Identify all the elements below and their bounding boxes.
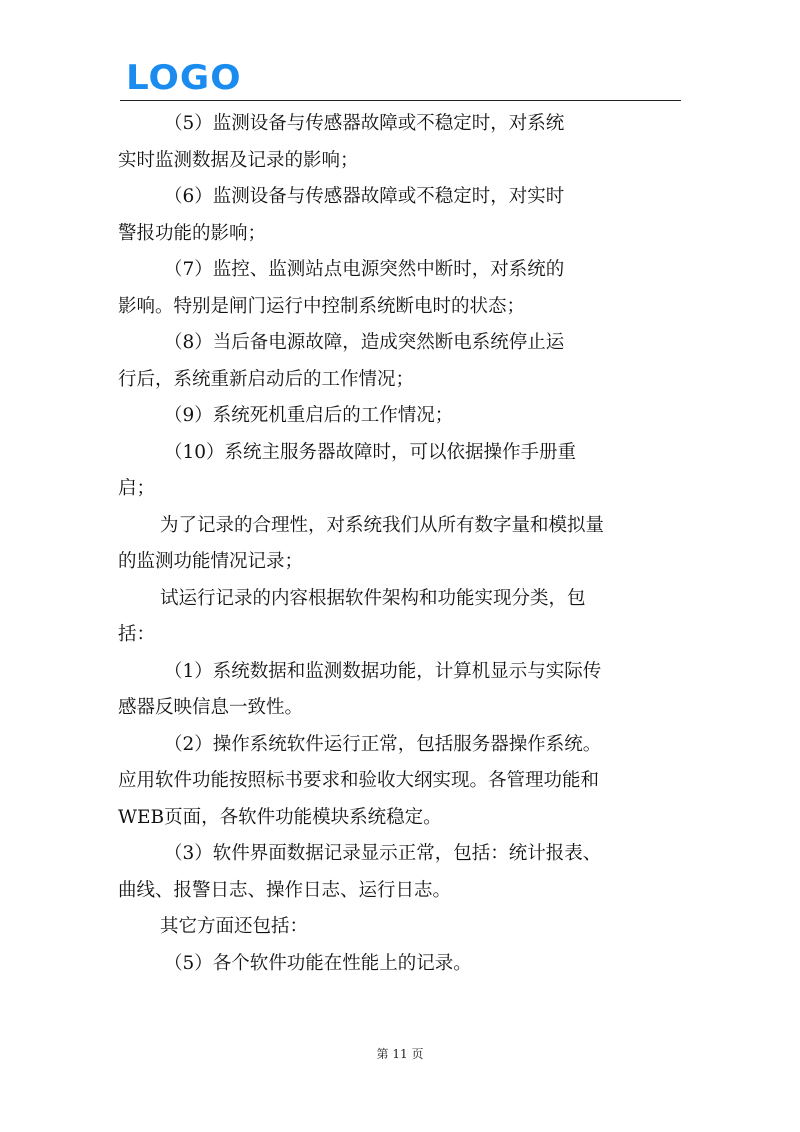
paragraph-item-7 [118,252,678,325]
text-line: 曲线、报警日志、操作日志、运行日志。 [118,879,452,901]
paragraph-item-5 [118,106,678,179]
text-line: 行后，系统重新启动后的工作情况； [118,368,415,390]
paragraph-item-9 [118,398,678,435]
text-line: 试运行记录的内容根据软件架构和功能实现分类，包 [160,587,586,609]
header-divider [120,100,681,101]
paragraph-content-3 [118,836,678,909]
logo: LOGO [126,58,242,98]
text-line: 启； [118,478,156,499]
page-number: 第 11 页 [376,1047,424,1061]
text-line: 实时监测数据及记录的影响； [118,149,359,171]
document-body [118,106,678,982]
paragraph-other-aspects [118,909,678,946]
text-line: 感器反映信息一致性。 [118,697,304,718]
paragraph-content-2 [118,727,678,837]
text-line: WEB页面，各软件功能模块系统稳定。 [118,806,442,828]
text-line: 应用软件功能按照标书要求和验收大纲实现。各管理功能和 [118,770,600,791]
text-line: （5）监测设备与传感器故障或不稳定时，对系统 [164,113,565,134]
paragraph-record-content [118,581,678,654]
text-line: （1）系统数据和监测数据功能，计算机显示与实际传 [164,660,602,682]
text-line: （3）软件界面数据记录显示正常，包括：统计报表、 [164,843,602,864]
paragraph-item-6 [118,179,678,252]
text-line: （9）系统死机重启后的工作情况； [164,405,454,426]
paragraph-item-8 [118,325,678,398]
text-line: 影响。特别是闸门运行中控制系统断电时的状态； [118,295,526,317]
text-line: （10）系统主服务器故障时，可以依据操作手册重 [164,441,577,463]
paragraph-item-10 [118,435,678,508]
text-line: （6）监测设备与传感器故障或不稳定时，对实时 [164,186,565,207]
paragraph-content-1 [118,654,678,727]
text-line: 警报功能的影响； [118,222,267,244]
paragraph-content-5 [118,946,678,983]
text-line: 括： [118,624,156,645]
text-line: （2）操作系统软件运行正常，包括服务器操作系统。 [164,733,602,755]
text-line: 的监测功能情况记录； [118,551,304,572]
text-line: （5）各个软件功能在性能上的记录。 [164,952,472,974]
paragraph-record-rationale [118,508,678,581]
text-line: （7）监控、监测站点电源突然中断时，对系统的 [164,259,565,280]
text-line: 其它方面还包括： [160,916,309,937]
text-line: （8）当后备电源故障，造成突然断电系统停止运 [164,332,565,353]
text-line: 为了记录的合理性，对系统我们从所有数字量和模拟量 [160,514,605,536]
